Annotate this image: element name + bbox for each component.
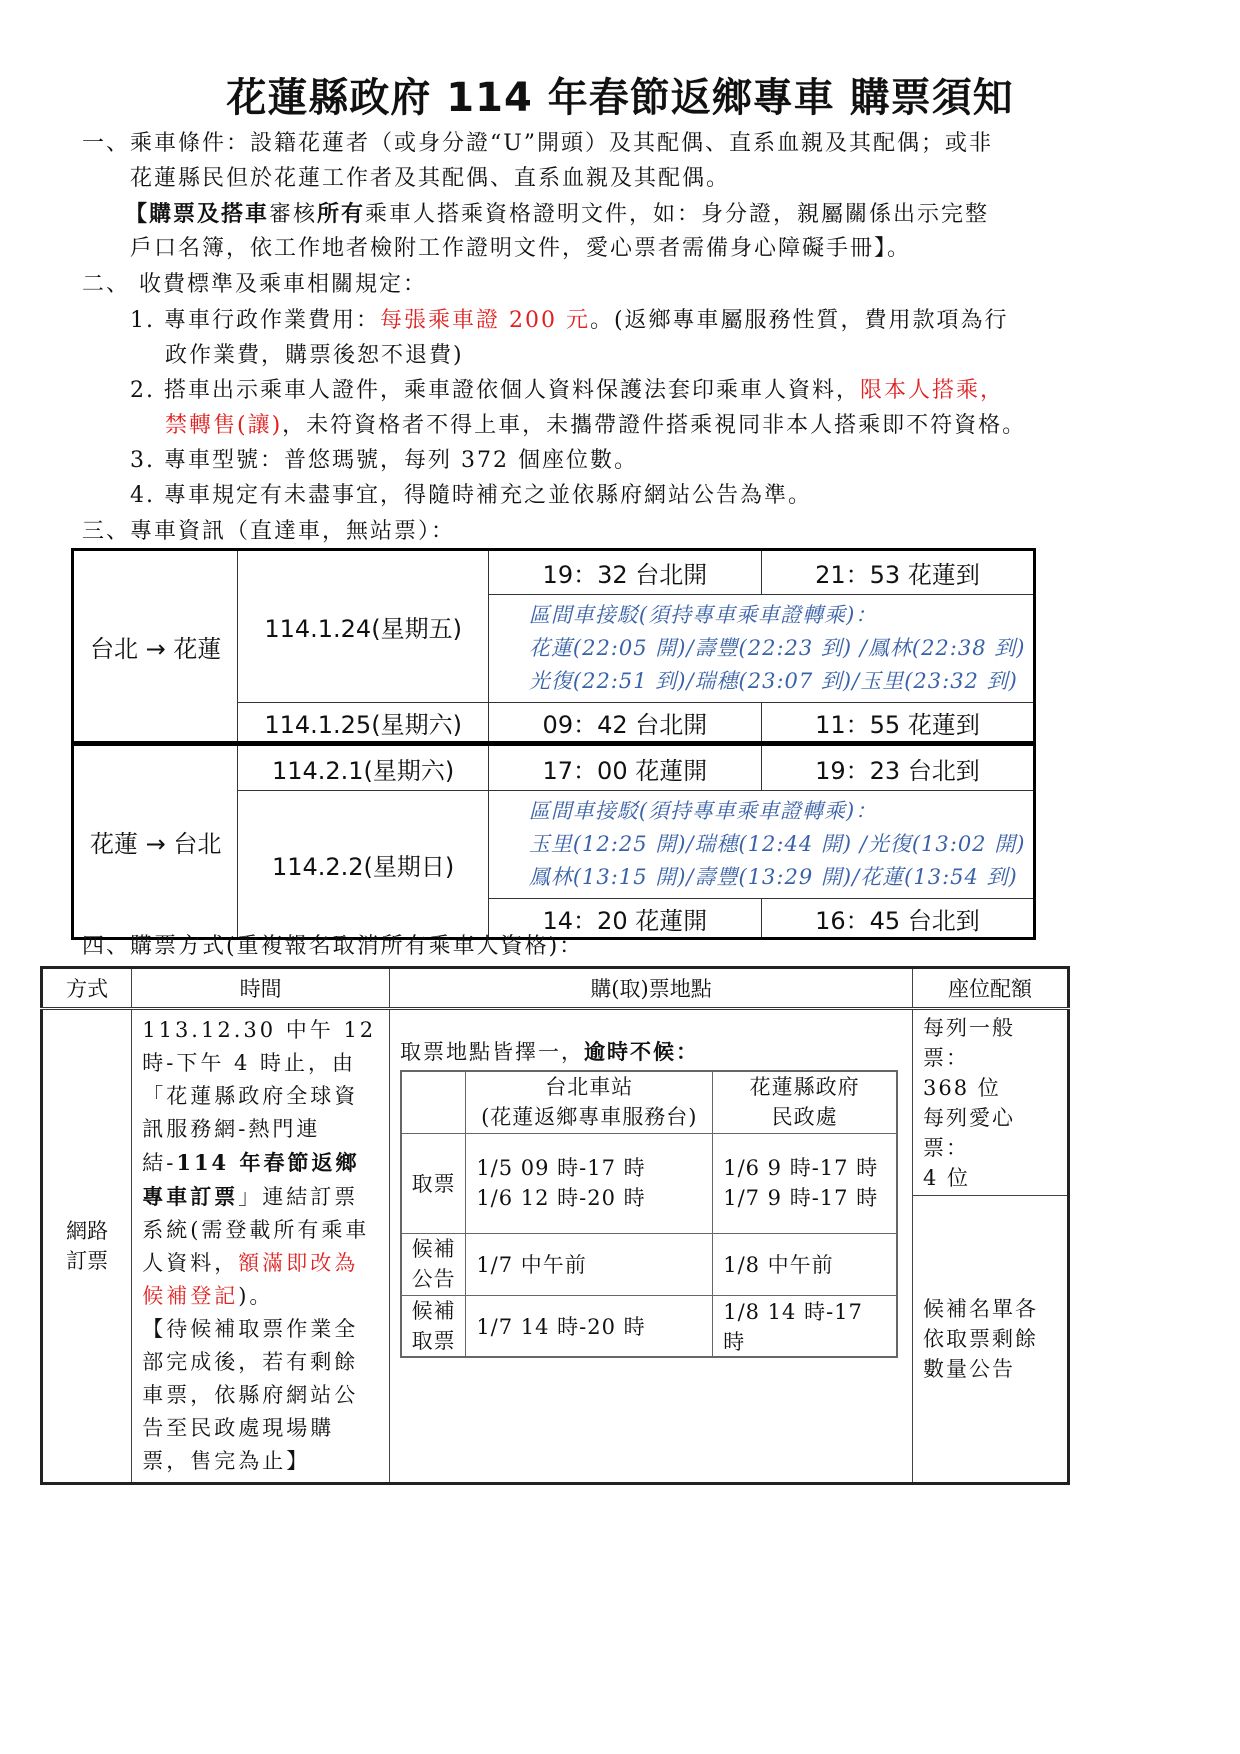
arrive-time: 21：53 花蓮到 [761,550,1034,595]
depart-time: 09：42 台北開 [488,703,761,743]
pickup-table [400,1070,898,1358]
waitlist-quota-note: 候補名單各依取票剩餘數量公告 [912,1196,1068,1484]
location-intro-text: 取票地點皆擇一， [400,1040,585,1064]
purchase-table [40,966,1070,1485]
depart-time: 17：00 花蓮開 [488,745,761,791]
booking-link-name: 114 年春節返鄉專車訂票 [142,1150,360,1209]
pickup-corner [401,1071,466,1133]
fee-highlight: 每張乘車證 200 元 [379,308,590,333]
note-bold: 所有 [317,201,366,227]
header-location: 購(取)票地點 [390,968,913,1009]
header-time: 時間 [132,968,390,1009]
trip-date: 114.2.1(星期六) [238,745,488,791]
transfer-stops: 光復(22:51 到)/瑞穗(23:07 到)/玉里(23:32 到) [528,669,1018,693]
route-label: 台北 → 花蓮 [73,550,238,743]
depart-time: 19：32 台北開 [488,550,761,595]
location-cell [390,1009,913,1484]
arrive-time: 19：23 台北到 [761,745,1034,791]
time-text: 113.12.30 中午 12 時-下午 4 時止，由「花蓮縣政府全球資訊服務網-熱門連結- [142,1018,377,1175]
rule-item-1-line2: 政作業費，購票後恕不退費) [165,343,464,368]
time-description [132,1009,390,1484]
rule-item-4: 4. 專車規定有未盡事宜，得隨時補充之並依縣府網站公告為準。 [130,483,812,508]
method-online: 網路 訂票 [42,1009,132,1484]
transfer-stops: 玉里(12:25 開)/瑞穗(12:44 開) /光復(13:02 開) [528,832,1026,856]
rule-text: 2. 搭車出示乘車人證件，乘車證依個人資料保護法套印乘車人資料， [130,378,860,403]
trip-date: 114.1.25(星期六) [238,703,489,743]
remaining-ticket-note: 【待候補取票作業全部完成後，若有剩餘車票，依縣府網站公告至民政處現場購票，售完為止】 [142,1317,359,1473]
rule-item-2 [130,374,1004,408]
arrive-time: 11：55 花蓮到 [761,703,1034,743]
warning-highlight: 禁轉售(讓) [165,413,283,438]
header-quota: 座位配額 [912,968,1068,1009]
transfer-info [488,791,1034,899]
taipei-waitlist-notice: 1/7 中午前 [466,1233,713,1295]
col-taipei-station: 台北車站 (花蓮返鄉專車服務台) [466,1071,713,1133]
hualien-waitlist-notice: 1/8 中午前 [713,1233,897,1295]
hualien-pickup-time: 1/6 9 時-17 時 1/7 9 時-17 時 [713,1133,897,1233]
header-method: 方式 [42,968,132,1009]
route-label: 花蓮 → 台北 [73,745,238,939]
rule-item-2-line2 [165,409,1026,443]
rule-text: 。(返鄉專車屬服務性質，費用款項為行 [589,308,1009,333]
transfer-stops: 花蓮(22:05 開)/壽豐(22:23 到) /鳳林(22:38 到) [528,636,1026,660]
waitlist-warning: 額滿即改為候補登記 [142,1251,359,1308]
warning-highlight: 限本人搭乘， [860,378,1005,403]
section2-heading: 二、 收費標準及乘車相關規定： [82,272,427,297]
transfer-stops: 鳳林(13:15 開)/壽豐(13:29 開)/花蓮(13:54 到) [528,865,1018,889]
rule-item-3: 3. 專車型號：普悠瑪號，每列 372 個座位數。 [130,448,638,473]
section4-heading: 四、購票方式(重複報名取消所有乘車人資格)： [82,934,584,959]
time-text: )。 [238,1284,274,1308]
page-title: 花蓮縣政府 114 年春節返鄉專車 購票須知 [226,75,1014,121]
trip-date: 114.2.2(星期日) [238,791,488,939]
section1-note [125,197,989,232]
depart-time: 14：20 花蓮開 [488,899,761,939]
rule-item-1 [130,304,1009,338]
note-text: 乘車人搭乘資格證明文件，如：身分證，親屬關係出示完整 [365,202,990,227]
section1-note-line2: 戶口名簿，依工作地者檢附工作證明文件，愛心票者需備身心障礙手冊】。 [130,236,912,261]
section1-heading: 一、乘車條件：設籍花蓮者（或身分證“U”開頭）及其配偶、直系血親及其配偶；或非 [82,131,994,156]
location-intro [400,1036,902,1066]
row-label: 取票 [401,1133,466,1233]
seat-quota: 每列一般票： 368 位 每列愛心票： 4 位 [912,1009,1068,1196]
section1-line2: 花蓮縣民但於花蓮工作者及其配偶、直系血親及其配偶。 [130,166,731,191]
taipei-pickup-time: 1/5 09 時-17 時 1/6 12 時-20 時 [466,1133,713,1233]
transfer-title: 區間車接駁(須持專車乘車證轉乘)： [528,799,878,823]
transfer-info [488,595,1034,703]
location-intro-bold: 逾時不候： [584,1039,700,1064]
row-label: 候補 公告 [401,1233,466,1295]
transfer-title: 區間車接駁(須持專車乘車證轉乘)： [528,603,878,627]
note-bold: 【購票及搭車 [125,201,270,227]
hualien-waitlist-pickup: 1/8 14 時-17 時 [713,1295,897,1357]
section3-heading: 三、專車資訊（直達車，無站票）： [82,519,456,544]
col-hualien-gov: 花蓮縣政府 民政處 [713,1071,897,1133]
rule-text: ，未符資格者不得上車，未攜帶證件搭乘視同非本人搭乘即不符資格。 [282,413,1027,438]
row-label: 候補 取票 [401,1295,466,1357]
time-text: 」連結訂票系統(需登載所有乘車人資料， [142,1185,370,1275]
trip-date: 114.1.24(星期五) [238,550,489,703]
southbound-table [71,743,1036,940]
northbound-table [71,548,1036,744]
taipei-waitlist-pickup: 1/7 14 時-20 時 [466,1295,713,1357]
arrive-time: 16：45 台北到 [761,899,1034,939]
note-text: 審核 [269,202,318,227]
rule-text: 1. 專車行政作業費用： [130,308,380,333]
